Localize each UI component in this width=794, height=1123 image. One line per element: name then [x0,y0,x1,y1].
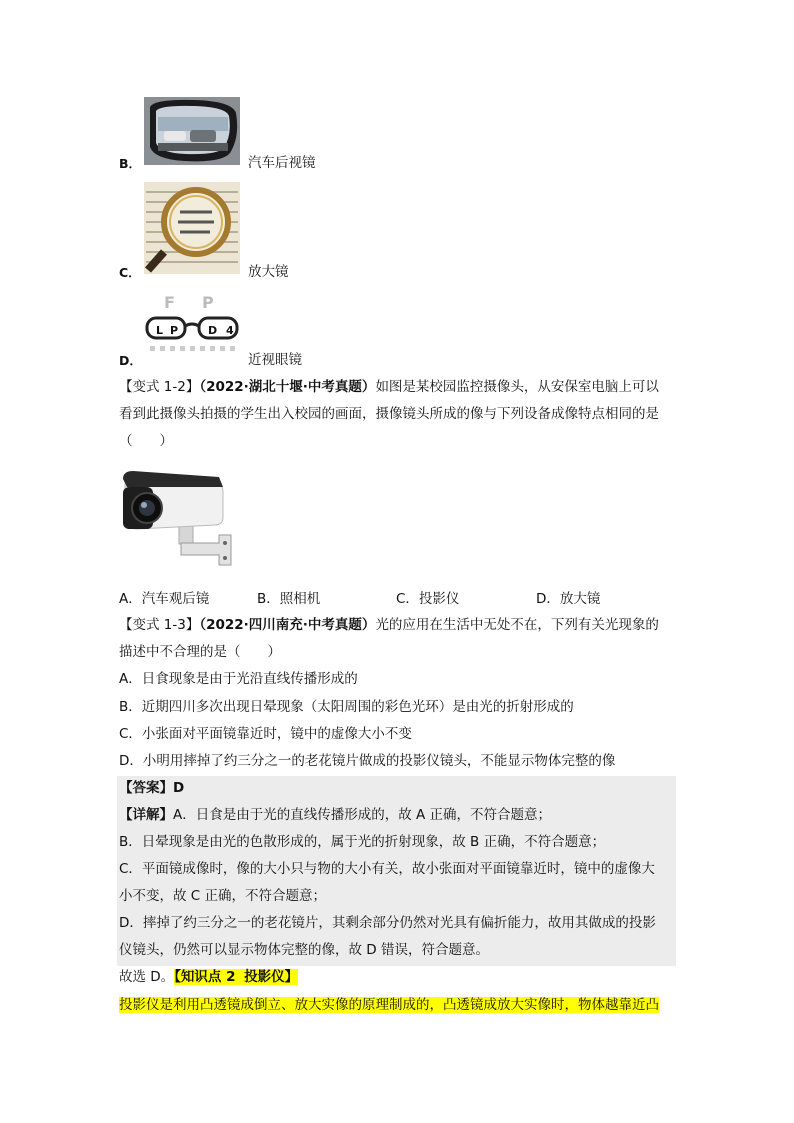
myopia-glasses-icon [144,290,240,362]
eye-chart-letter: D [208,324,218,337]
detail-label: 【详解】 [119,807,173,823]
knowledge-highlight-line [119,996,659,1014]
question-1-2-choices [119,590,600,608]
choice-d: D．放大镜 [536,591,601,607]
question-source: （2022·湖北十堰·中考真题） [199,379,376,395]
knowledge-highlight-text: 投影仪是利用凸透镜成倒立、放大实像的原理制成的，凸透镜成放大实像时，物体越靠近凸 [119,997,659,1013]
question-1-3-line-1 [119,616,659,634]
choice-a: A．汽车观后镜 [119,591,210,607]
question-tag: 【变式 1-2】 [119,379,200,395]
myopia-glasses-image [144,290,240,362]
magnifying-glass-icon [144,182,240,274]
knowledge-point-label: 【知识点 2 [174,969,236,985]
answer-label: 【答案】 [119,780,173,796]
option-c-letter: C． [119,265,141,280]
question-1-3-line-2: 描述中不合理的是（ ） [119,644,281,660]
question-1-3-option-b: B．近期四川多次出现日晕现象（太阳周围的彩色光环）是由光的折射形成的 [119,699,574,715]
detail-line-1 [119,806,551,824]
question-1-3-option-a: A．日食现象是由于光沿直线传播形成的 [119,671,358,687]
magnifying-glass-image [144,182,240,274]
question-1-3-option-d: D．小明用摔掉了约三分之一的老花镜片做成的投影仪镜头，不能显示物体完整的像 [119,753,616,769]
choice-c: C．投影仪 [396,591,460,607]
conclusion-line [119,968,298,986]
detail-line-2: B．日晕现象是由光的色散形成的，属于光的折射现象，故 B 正确，不符合题意； [119,834,606,850]
question-text: 光的应用在生活中无处不在，下列有关光现象的 [375,617,659,633]
conclusion-text: 故选 D。 [119,969,175,985]
eye-chart-letter: P [170,324,179,337]
option-d-letter: D． [119,353,142,368]
question-source: （2022·四川南充·中考真题） [199,617,376,633]
question-1-3-option-c: C．小张面对平面镜靠近时，镜中的虚像大小不变 [119,726,412,742]
knowledge-point-title: 投影仪】 [244,969,299,985]
detail-line-6: 仪镜头，仍然可以显示物体完整的像，故 D 错误，符合题意。 [119,942,489,958]
detail-line-4: 小不变，故 C 正确，不符合题意； [119,888,327,904]
eye-chart-letter: 4 [226,324,234,337]
detail-line-5: D．摔掉了约三分之一的老花镜片，其剩余部分仍然对光具有偏折能力，故用其做成的投影 [119,915,656,931]
answer-value: D [173,780,185,796]
detail-line-3: C．平面镜成像时，像的大小只与物的大小有关，故小张面对平面镜靠近时，镜中的虚像大 [119,861,655,877]
car-side-mirror-image [144,97,240,165]
option-b-letter: B． [119,156,142,171]
knowledge-point-gap [236,969,245,985]
option-b-label: 汽车后视镜 [248,155,316,171]
question-1-2-line-1 [119,378,659,396]
option-d-label: 近视眼镜 [248,352,302,368]
question-text: 如图是某校园监控摄像头，从安保室电脑上可以 [375,379,659,395]
question-1-2-line-2: 看到此摄像头拍摄的学生出入校园的画面，摄像镜头所成的像与下列设备成像特点相同的是 [119,406,659,422]
security-camera-icon [119,465,239,570]
car-side-mirror-icon [144,97,240,165]
option-c-label: 放大镜 [248,264,289,280]
security-camera-image [119,465,239,570]
detail-text: A．日食是由于光的直线传播形成的，故 A 正确，不符合题意； [173,807,552,823]
answer-line [119,779,184,797]
question-tag: 【变式 1-3】 [119,617,200,633]
eye-chart-letter: L [156,324,164,337]
eye-chart-letter: P [202,293,214,312]
question-1-2-line-3: （ ） [119,433,173,449]
choice-b: B．照相机 [257,591,321,607]
eye-chart-letter: F [164,293,175,312]
